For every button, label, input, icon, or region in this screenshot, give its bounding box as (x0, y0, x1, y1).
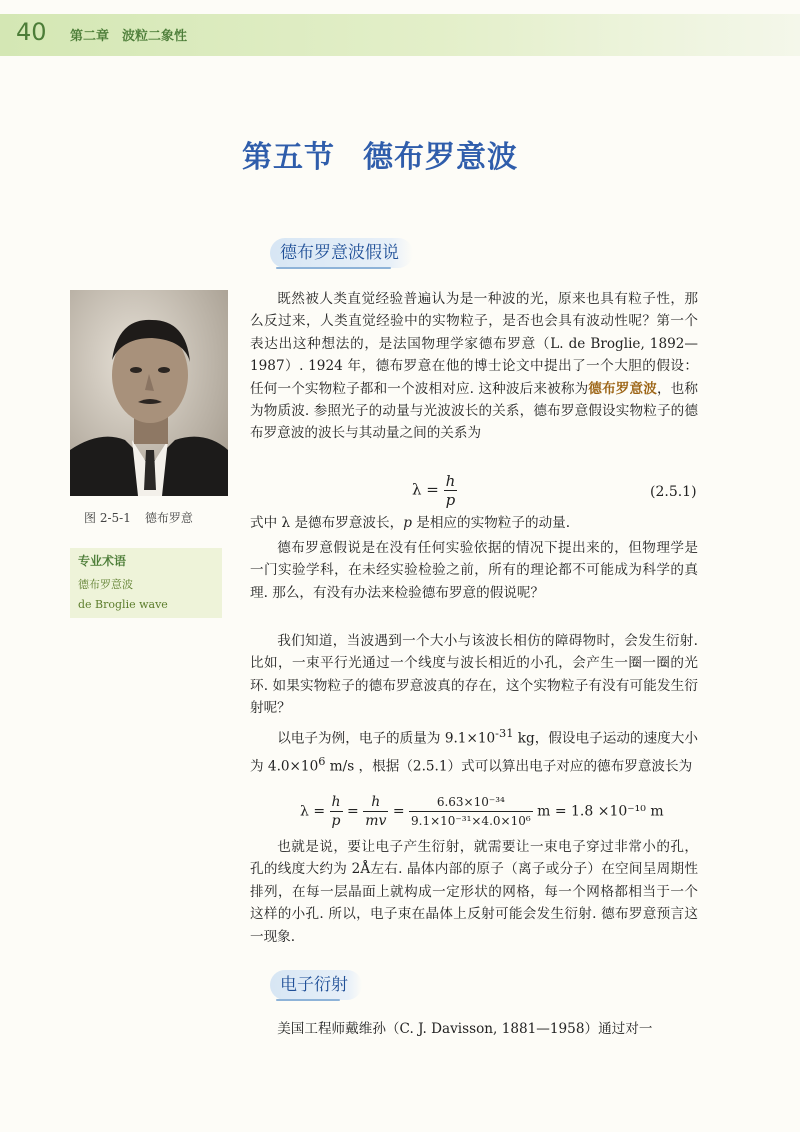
section-number: 第五节 (242, 140, 335, 175)
eq2-f2-numerator: h (363, 793, 388, 812)
paragraph-5 (250, 722, 698, 778)
terminology-chinese: 德布罗意波 (78, 578, 133, 591)
paragraph-3: 德布罗意假说是在没有任何实验依据的情况下提出来的，但物理学是一门实验学科，在未经实验检验之前，所有的理论都不可能成为科学的真理. 那么，有没有办法来检验德布罗意的假说呢？ (250, 540, 698, 601)
p2-text-a: 式中 λ 是德布罗意波长， (250, 515, 404, 531)
equation-wavelength-calc (300, 793, 664, 830)
eq1-numerator: h (445, 472, 456, 490)
section-name: 德布罗意波 (363, 140, 518, 175)
eq2-fraction-1 (330, 793, 343, 830)
p2-text-b: 是相应的实物粒子的动量. (411, 515, 571, 531)
eq2-f1-numerator: h (331, 794, 341, 810)
p5-text-c: m/s ，根据（2.5.1）式可以算出电子对应的德布罗意波长为 (325, 758, 693, 775)
subheading-hypothesis: 德布罗意波假说 (270, 238, 413, 268)
figure-caption (84, 509, 193, 526)
eq2-f3-denominator: 9.1×10⁻³¹×4.0×10⁶ (411, 814, 531, 828)
eq2-fraction-2 (363, 793, 388, 830)
eq2-f3-numerator: 6.63×10⁻³⁴ (409, 793, 533, 812)
key-term-de-broglie-wave: 德布罗意波 (588, 380, 657, 397)
paragraph-4: 我们知道，当波遇到一个大小与该波长相仿的障碍物时，会发生衍射. 比如，一束平行光通过一个线度与波长相近的小孔，会产生一圈一圈的光环. 如果实物粒子的德布罗意波真的存在，这个实物粒子有没有可能发生衍射呢？ (250, 633, 698, 717)
eq2-result: m = 1.8 ×10⁻¹⁰ m (537, 803, 664, 820)
paragraph-1 (250, 288, 698, 445)
eq2-equals-2: = (392, 803, 405, 820)
chapter-title: 第二章 波粒二象性 (70, 29, 188, 44)
caption-text: 德布罗意 (144, 511, 193, 525)
p1-text-b: ，也称为物质波. 参照光子的动量与光波波长的关系，德布罗意假设实物粒子的德布罗意波的波长与其动量之间的关系为 (250, 380, 699, 442)
paragraph-6: 也就是说，要让电子产生衍射，就需要让一束电子穿过非常小的孔，孔的线度大约为 2Å左右. 晶体内部的原子（离子或分子）在空间呈周期性排列，在每一层晶面上就构成一定形状的网格，每一个网格都相当于一个这样的小孔. 所以，电子束在晶体上反射可能会发生衍射. 德布罗意预言这一现象. (250, 839, 698, 945)
p2-symbol-p: p (403, 515, 412, 531)
equation-number: (2.5.1) (650, 484, 697, 500)
p5-text-b: kg，假设电子运动的速度大小为 4.0×10 (250, 730, 698, 775)
p5-text-a: 以电子为例，电子的质量为 9.1×10 (277, 730, 496, 747)
eq2-lhs: λ = (300, 803, 326, 820)
eq1-lhs: λ = (412, 480, 439, 499)
p5-exponent-2: 6 (318, 753, 326, 768)
section-title (0, 132, 760, 176)
terminology-english: de Broglie wave (78, 598, 168, 611)
p1-text-a: 既然被人类直觉经验普遍认为是一种波的光，原来也具有粒子性，那么反过来，人类直觉经验中的实物粒子，是否也会具有波动性呢？第一个表达出这种想法的，是法国物理学家德布罗意（L. de Broglie, 1892—1987）. 1924 年，德布罗意在他的博士论文中提出了一个大胆的假设：任何一个实物粒子都和一个波相对应. 这种波后来被称为 (250, 291, 698, 397)
eq1-denominator: p (445, 491, 456, 509)
eq2-f2-denominator: mv (365, 813, 387, 829)
portrait-photo-icon (70, 290, 228, 496)
subheading-electron-diffraction: 电子衍射 (270, 970, 362, 1000)
page-number: 40 (16, 18, 47, 46)
eq2-f1-denominator: p (331, 813, 341, 829)
terminology-heading: 专业术语 (78, 554, 127, 568)
eq2-equals-1: = (347, 803, 359, 820)
paragraph-7: 美国工程师戴维孙（C. J. Davisson, 1881—1958）通过对一 (277, 1021, 653, 1037)
p5-exponent-1: -31 (495, 726, 514, 740)
caption-number: 图 2-5-1 (84, 511, 131, 525)
eq1-fraction (444, 472, 458, 509)
equation-2-5-1 (412, 472, 457, 509)
eq2-fraction-3 (409, 793, 533, 830)
paragraph-2 (250, 512, 698, 534)
